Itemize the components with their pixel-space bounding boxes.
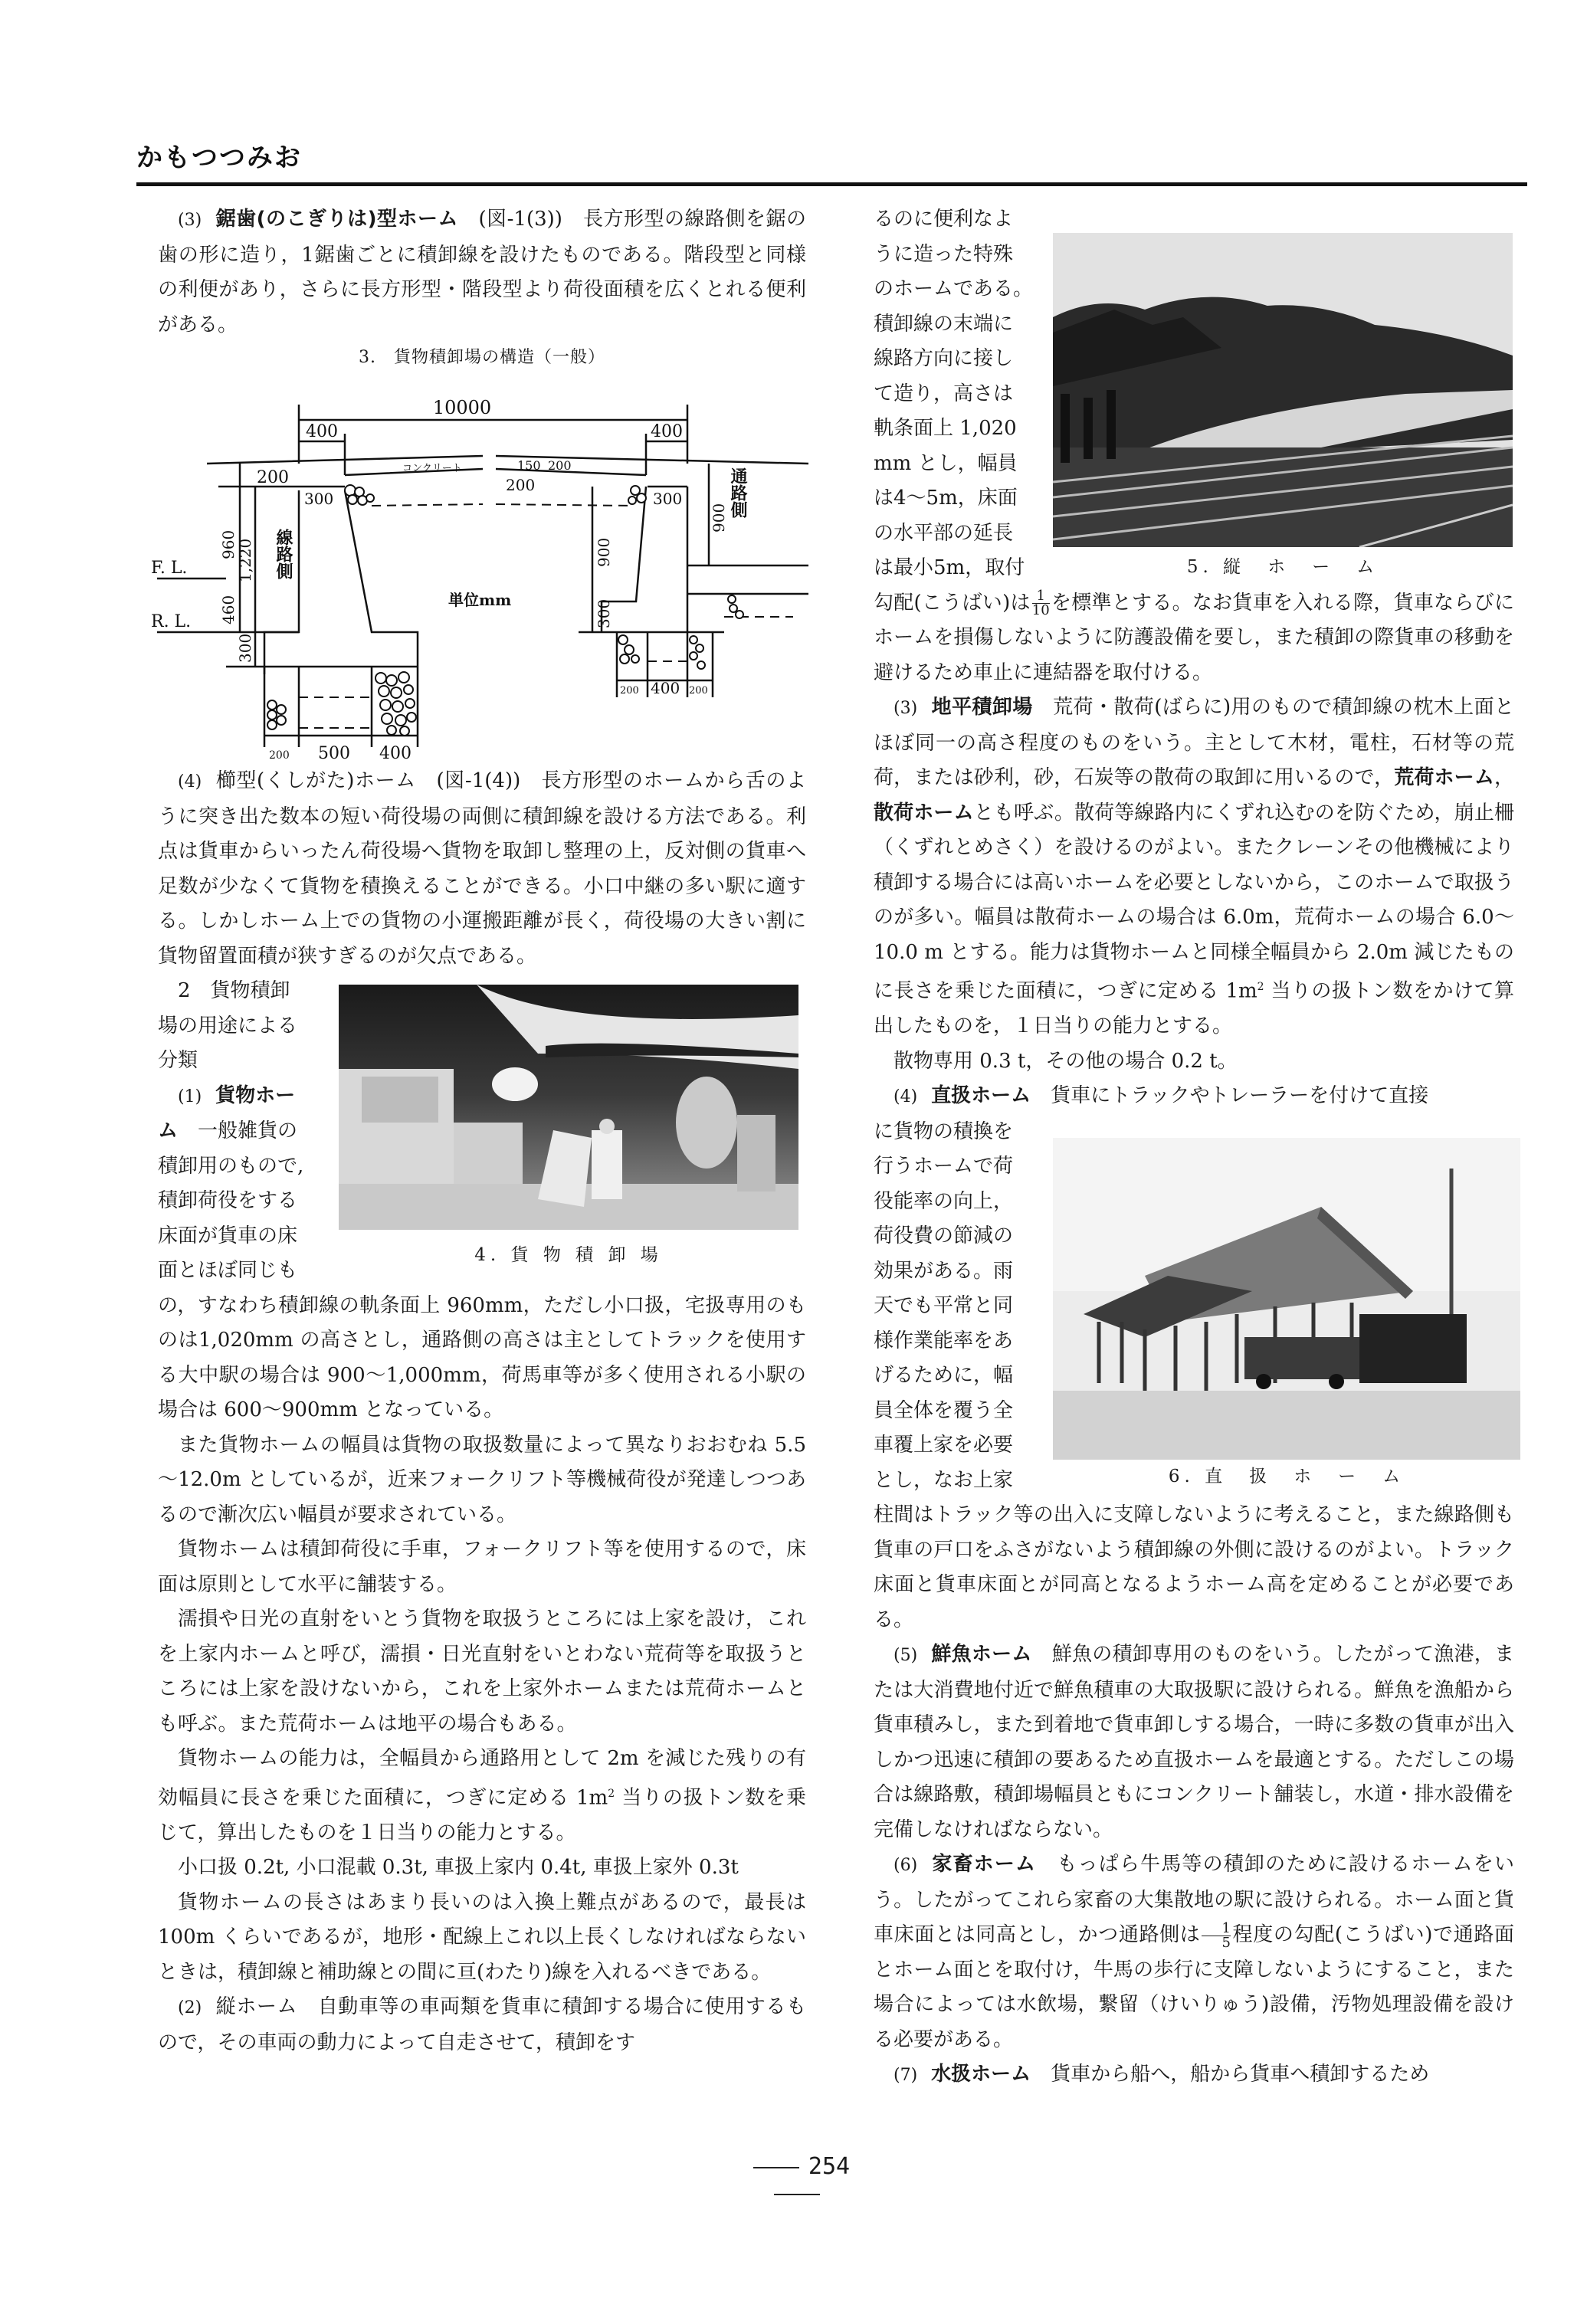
dim-label: 500: [318, 744, 350, 763]
section-heading: 鋸歯(のこぎりは)型ホーム: [215, 208, 458, 231]
separator: ，: [1494, 766, 1514, 789]
body-text: 貨車から船へ，船から貨車へ積卸するため: [1051, 2063, 1430, 2086]
photo-end-loading-platform: [1053, 233, 1513, 547]
narrow-line: に貨物の積換を: [874, 1119, 1014, 1143]
figure-4: [322, 974, 806, 1289]
fraction-denominator: 5: [1202, 1936, 1230, 1950]
section-5-paragraph: [874, 1637, 1514, 1847]
body-text: 勾配(こうばい)は: [874, 591, 1031, 615]
subsection-number: (1): [178, 1087, 202, 1106]
narrow-line: 線路方向に接し: [874, 347, 1014, 370]
part-2-heading-line: 2 貨物積卸: [178, 979, 290, 1002]
dim-label: 150: [517, 458, 541, 473]
rates-line: 小口扱 0.2t, 小口混載 0.3t, 車扱上家内 0.4t, 車扱上家外 0.3t: [178, 1856, 739, 1880]
section-heading: 直扱ホーム: [931, 1084, 1031, 1108]
dim-label: 300: [595, 598, 613, 628]
section-heading: 鮮魚ホーム: [931, 1643, 1032, 1667]
section-number: (6): [894, 1856, 918, 1876]
header-rule: [136, 182, 1527, 186]
body-text: 鮮魚の積卸専用のものをいう。したがって漁港，または大消費地付近で鮮魚積車の大取扱駅に設けられる。鮮魚を漁船から貨車積みし，また到着地で貨車卸しする場合，一時に多数の貨車が出入しかつ迅速に積卸の要あるため直扱ホームを最適とする。ただしこの場合は線路敷，積卸場幅員ともにコンクリート舗装し，水道・排水設備を完備しなければならない。: [874, 1643, 1514, 1841]
bold-term: 散荷ホーム: [874, 801, 974, 824]
narrow-text: [874, 202, 1038, 586]
photo-direct-transfer-platform: [1053, 1138, 1520, 1460]
figure-reference: (図-1(4)): [436, 769, 521, 792]
narrow-line: は最小5m，取付: [874, 556, 1025, 579]
body-text: とも呼ぶ。散荷等線路内にくずれ込むのを防ぐため，崩止柵（くずれとめさく）を設けるのがよい。またクレーンその他機械により積卸する場合には高いホームを必要としないから，このホームで取扱うのが多い。幅員は散荷ホームの場合は 6.0m，荒荷ホームの場合 6.0～10.0 m とする。能力は貨物ホームと同様全幅員から 2.0m 減じたものに長さを乗じた面積に，つぎに定める 1m: [874, 801, 1514, 1003]
dim-label: 400: [379, 744, 412, 763]
dim-label: 10000: [432, 397, 492, 418]
dim-label: 200: [620, 685, 639, 697]
body-text: 程度の勾配(こうばい)で通路面とホーム面とを取付け，牛馬の歩行に支障しないようにすること，また場合によっては水飲場，繋留（けいりゅう)設備，汚物処理設備を設ける必要がある。: [874, 1923, 1514, 2051]
track-side-label: 線路側: [274, 529, 293, 579]
body-text: 長方形型のホームから舌のように突き出た数本の短い荷役場の両側に積卸線を設ける方法である。利点は貨車からいったん荷役場へ貨物を取卸し整理の上，反対側の貨車へ足数が少なくて貨物を積換えることができる。小口中継の多い駅に適する。しかしホーム上での貨物の小運搬距離が長く，荷役場の大きい割に貨物留置面積が狭すぎるのが欠点である。: [158, 769, 806, 968]
figure-4-caption: 4. 貨 物 積 卸 場: [474, 1245, 663, 1265]
subsection-heading: 貨物ホー: [215, 1083, 296, 1107]
part-2-block: [158, 974, 806, 1289]
dim-label: 300: [304, 490, 334, 508]
dim-label: 900: [710, 503, 728, 533]
narrow-line: 役能率の向上，: [874, 1189, 1014, 1213]
body-text: 貨車にトラックやトレーラーを付けて直接: [1051, 1084, 1429, 1108]
dim-label: 200: [506, 476, 536, 494]
narrow-line: の水平部の延長: [874, 521, 1014, 545]
page-number-value: 254: [808, 2153, 851, 2180]
narrow-line: 荷役費の節減の: [874, 1224, 1014, 1248]
right-column: [874, 202, 1514, 2093]
body-text: 自動車等の車両類を貨車に積卸する場合に使用するもので，その車両の動力によって自走させて，積卸をす: [158, 1995, 806, 2054]
subsection-heading-cont: ム: [158, 1119, 179, 1142]
narrow-line: うに造った特殊: [874, 242, 1014, 266]
figure-6: [1038, 1115, 1514, 1499]
body-text: 当りの扱トン数をかけて算出したものを，１日当りの能力とする。: [874, 979, 1514, 1038]
narrow-line: 積卸用のもので,: [158, 1154, 304, 1178]
fraction-numerator: 1: [1221, 1919, 1231, 1936]
body-paragraph: また貨物ホームの幅員は貨物の取扱数量によって異なりおおむね 5.5～12.0m としているが，近来フォークリフト等機械荷役が発達しつつあるので漸次広い幅員が要求されている。: [158, 1433, 806, 1526]
section-3-paragraph: [874, 690, 1514, 1044]
narrow-line: 積卸線の末端に: [874, 312, 1014, 336]
section-number: (3): [894, 699, 918, 718]
section-7-paragraph: [874, 2057, 1514, 2093]
dim-label: 1,220: [236, 538, 254, 582]
section-heading: 家畜ホーム: [931, 1853, 1037, 1877]
dim-label: 200: [689, 685, 708, 697]
section-4-block: [874, 1115, 1514, 1499]
section-number: (3): [178, 211, 202, 230]
section-number: (2): [178, 1998, 202, 2018]
section-2-paragraph: [158, 1990, 806, 2060]
rubble-stone-pattern: [267, 485, 743, 736]
dim-label: 400: [651, 679, 680, 697]
body-paragraph: 柱間はトラック等の出入に支障しないように考えること，また線路側も貨車の戸口をふさがないよう積卸線の外側に設けるのがよい。トラック床面と貨車床面とが同高となるようホーム高を定めることが必要である。: [874, 1503, 1514, 1631]
part-2-heading-line: 分類: [158, 1049, 198, 1072]
page-number: [720, 2153, 874, 2207]
part-2-narrow-text: [158, 974, 322, 1289]
narrow-line: 面とほぼ同じも: [158, 1259, 298, 1282]
narrow-line: 天でも平常と同: [874, 1294, 1014, 1318]
narrow-line: 様作業能率をあ: [874, 1329, 1014, 1352]
dim-label: 900: [595, 537, 613, 567]
narrow-line: げるために，幅: [874, 1364, 1014, 1388]
narrow-line: て造り，高さは: [874, 382, 1014, 405]
body-text: 当りの扱トン数を乗じて，算出したものを１日当りの能力とする。: [158, 1786, 806, 1844]
section-heading: 縦ホーム: [215, 1995, 298, 2019]
section-3-paragraph: [158, 202, 806, 343]
dim-label: 300: [653, 490, 683, 508]
dim-label: 460: [219, 595, 238, 624]
figure-3-diagram: [142, 375, 808, 766]
dim-label: 200: [269, 749, 290, 762]
capacity-paragraph: [158, 1742, 806, 1850]
figure-5-caption: 5. 縦 ホ ー ム: [1186, 557, 1379, 577]
dim-label: 200: [257, 468, 289, 487]
superscript: 2: [608, 1787, 615, 1800]
rates-line: 散物専用 0.3 t，その他の場合 0.2 t。: [894, 1049, 1238, 1073]
narrow-line: のホームである。: [874, 277, 1034, 300]
body-text: 荒荷・散荷(ばらに)用のもので積卸線の枕木上面とほぼ同一の高さ程度のものをいう。主として木材，電柱，石材等の荒荷，または砂利，砂，石炭等の散荷の取卸に用いるので，: [874, 696, 1514, 789]
photo-freight-yard: [339, 985, 798, 1230]
section-number: (7): [894, 2066, 918, 2086]
narrow-line: るのに便利なよ: [874, 208, 1014, 231]
fraction: [1032, 589, 1050, 618]
dim-label: 200: [548, 458, 572, 473]
unit-label: 単位mm: [448, 591, 512, 609]
figure-reference: (図-1(3)): [478, 208, 562, 231]
floor-level-label: F. L.: [151, 559, 188, 578]
narrow-line: 員全体を覆う全: [874, 1398, 1014, 1422]
fraction-denominator: 10: [1031, 602, 1050, 618]
body-paragraph: 貨物ホームは積卸荷役に手車，フォークリフト等を使用するので，床面は原則として水平に舗装する。: [158, 1538, 806, 1596]
figure-5: [1038, 202, 1514, 586]
slope-paragraph: [874, 586, 1514, 691]
section-heading: 水扱ホーム: [931, 2063, 1031, 2086]
body-text: もっぱら牛馬等の積卸のために設けるホームをいう。したがってこれら家畜の大集散地の駅に設けられる。ホーム面と貨車床面とは同高とし，かつ通路側は: [874, 1853, 1514, 1947]
running-header: かもつつみお: [136, 143, 302, 173]
section-6-paragraph: [874, 1847, 1514, 2057]
section-number: (4): [178, 772, 202, 792]
fraction: [1202, 1919, 1231, 1951]
body-text: 貨物ホームの能力は，全幅員から通路用として 2m を減じた残りの有効幅員に長さを乗じた面積に，つぎに定める 1m: [158, 1747, 806, 1810]
dim-label: 960: [219, 529, 238, 559]
dash-right: [774, 2194, 820, 2195]
dash-left: [753, 2167, 799, 2168]
body-text: を標準とする。なお貨車を入れる際，貨車ならびにホームを損傷しないように防護設備を要し，また積卸の際貨車の移動を避けるため車止に連結器を取付ける。: [874, 591, 1514, 684]
section-number: (5): [894, 1646, 918, 1666]
section-heading: 櫛型(くしがた)ホーム: [215, 769, 416, 792]
section-2-continuation: [874, 202, 1514, 586]
section-heading: 地平積卸場: [931, 696, 1033, 719]
body-paragraph: の，すなわち積卸線の軌条面上 960mm，ただし小口扱，宅扱専用のものは1,020mm の高さとし，通路側の高さは主としてトラックを使用する大中駅の場合は 900～1,000mm，荷馬車等が多く使用される小駅の場合は 600～900mm となっている。: [158, 1293, 806, 1421]
figure-6-caption: 6. 直 扱 ホ ー ム: [1168, 1466, 1405, 1487]
dim-label: 300: [236, 633, 254, 663]
body-text: 長方形型の線路側を鋸の歯の形に造り，1鋸歯ごとに積卸線を設けたものである。階段型と同様の利便があり，さらに長方形型・階段型より荷役面積を広くとれる便利がある。: [158, 208, 806, 336]
part-2-heading-line: 場の用途による: [158, 1014, 298, 1037]
concrete-label: コンクリート: [402, 463, 462, 474]
narrow-line: 効果がある。雨: [874, 1259, 1014, 1283]
narrow-line: 行うホームで荷: [874, 1155, 1014, 1178]
bold-term: 荒荷ホーム: [1394, 766, 1494, 789]
dim-label: 400: [651, 422, 683, 441]
body-paragraph: 貨物ホームの長さはあまり長いのは入換上難点があるので，最長は 100m くらいであるが，地形・配線上これ以上長くしなければならないときは，積卸線と補助線との間に亘(わたり)線を入れるべきである。: [158, 1890, 806, 1984]
narrow-text: [874, 1115, 1038, 1499]
fraction-numerator: 1: [1036, 588, 1045, 604]
road-side-label: 通路側: [728, 467, 748, 518]
section-4-heading-line: [874, 1079, 1514, 1115]
body-paragraph: 濡損や日光の直射をいとう貨物を取扱うところには上家を設け，これを上家内ホームと呼び，濡損・日光直射をいとわない荒荷等を取扱うところには上家を設けないから，これを上家外ホームまたは荒荷ホームとも呼ぶ。また荒荷ホームは地平の場合もある。: [158, 1608, 806, 1736]
narrow-line: とし，なお上家: [874, 1468, 1014, 1492]
figure-3-caption: 3. 貨物積卸場の構造（一般）: [359, 348, 605, 367]
narrow-line: は4～5m，床面: [874, 487, 1018, 510]
narrow-line: 積卸荷役をする: [158, 1189, 298, 1212]
narrow-line: 一般雑貨の: [198, 1119, 298, 1142]
rail-level-label: R. L.: [151, 612, 192, 631]
section-number: (4): [894, 1087, 918, 1107]
narrow-line: 車覆上家を必要: [874, 1434, 1014, 1457]
narrow-line: 床面が貨車の床: [158, 1224, 298, 1247]
narrow-line: 軌条面上 1,020: [874, 417, 1017, 440]
section-4-paragraph: [158, 764, 806, 974]
narrow-line: mm とし，幅員: [874, 451, 1018, 475]
dim-label: 400: [306, 422, 338, 441]
superscript: 2: [1257, 981, 1264, 993]
